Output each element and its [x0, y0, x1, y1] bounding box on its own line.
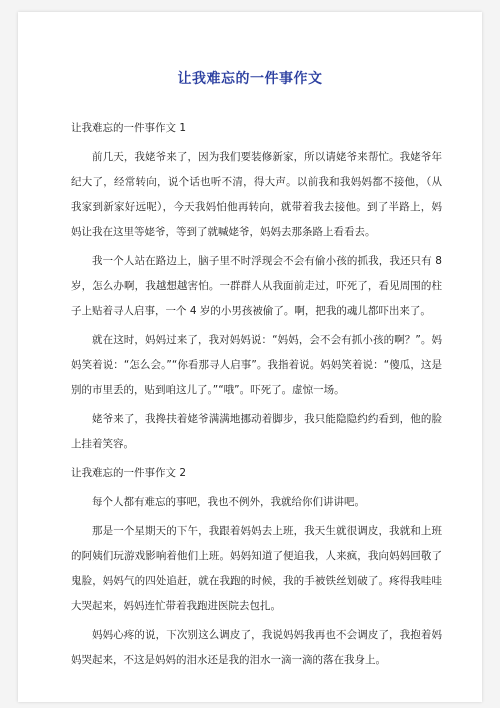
section-heading: 让我难忘的一件事作文 1 — [71, 122, 187, 134]
paragraph: 那是一个星期天的下午，我跟着妈妈去上班，我天生就很调皮，我就和上班的阿姨们玩游戏影响着他们上班。妈妈知道了便追我，人来疯，我向妈妈回敬了鬼脸，妈妈气的四处追赶，就在我跑的时候，我的手被铁丝划破了。疼得我哇哇大哭起来，妈妈连忙带着我跑进医院去包扎。 — [71, 525, 442, 612]
paragraph: 妈妈心疼的说，下次别这么调皮了，我说妈妈我再也不会调皮了，我抱着妈妈哭起来，不这是妈妈的泪水还是我的泪水一滴一滴的落在我身上。 — [71, 629, 442, 666]
document-title: 让我难忘的一件事作文 — [177, 71, 323, 87]
paragraph: 每个人都有难忘的事吧，我也不例外，我就给你们讲讲吧。 — [92, 496, 365, 508]
paragraph: 就在这时，妈妈过来了，我对妈妈说：“妈妈，会不会有抓小孩的啊？”。妈妈笑着说：“怎么会。”“你看那寻人启事”。我指着说。妈妈笑着说：“傻瓜，这是别的市里丢的，贴到咱这儿了。”“哦”。吓死了。虚惊一场。 — [71, 334, 442, 396]
paragraph: 我一个人站在路边上，脑子里不时浮现会不会有偷小孩的抓我，我还只有 8 岁，怎么办啊，我越想越害怕。一群群人从我面前走过，吓死了，看见周围的柱子上贴着寻人启事，一个 4 岁的小男孩被偷了。啊，把我的魂儿都吓出来了。 — [71, 255, 442, 317]
paragraph: 前几天，我姥爷来了，因为我们要装修新家，所以请姥爷来帮忙。我姥爷年纪大了，经常转向，说个话也听不清，得大声。以前我和我妈妈都不接他，（从我家到新家好远呢），今天我妈怕他再转向，就带着我去接他。到了半路上，妈妈让我在这里等姥爷，等到了就喊姥爷，妈妈去那条路上看看去。 — [71, 151, 442, 238]
document-page — [18, 12, 482, 702]
section-heading: 让我难忘的一件事作文 2 — [71, 467, 187, 479]
paragraph: 姥爷来了，我搀扶着姥爷满满地挪动着脚步，我只能隐隐约约看到，他的脸上挂着笑容。 — [71, 413, 442, 450]
